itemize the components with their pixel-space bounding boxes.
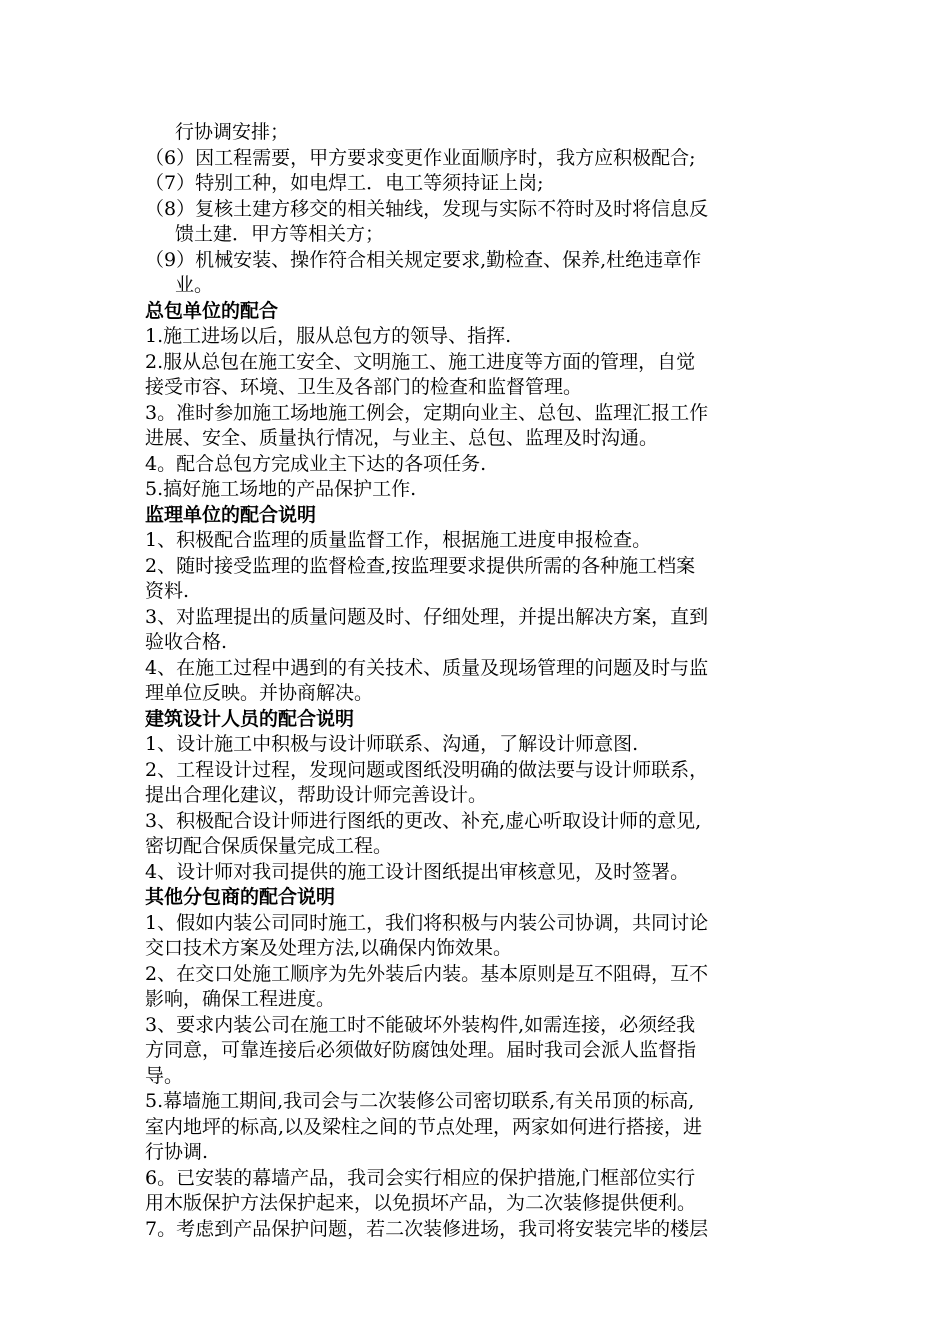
text-line: 3、要求内装公司在施工时不能破坏外装构件,如需连接，必须经我 [145, 1013, 696, 1036]
text-line: 2、工程设计过程，发现问题或图纸没明确的做法要与设计师联系， [145, 758, 709, 781]
text-line: 接受市容、环境、卫生及各部门的检查和监督管理。 [145, 376, 583, 398]
text-line: 室内地坪的标高,以及梁柱之间的节点处理，两家如何进行搭接，进 [145, 1115, 703, 1138]
text-line: 2、在交口处施工顺序为先外装后内装。基本原则是互不阻碍，互不 [145, 962, 709, 985]
paragraph [145, 324, 835, 350]
text-line: 业。 [175, 274, 214, 296]
paragraph [145, 911, 835, 962]
text-line: 5.搞好施工场地的产品保护工作. [145, 478, 417, 500]
text-line: 行协调安排； [175, 121, 290, 143]
text-line: （8）复核土建方移交的相关轴线，发现与实际不符时及时将信息反 [145, 197, 709, 220]
top-list [145, 120, 835, 299]
section-heading: 总包单位的配合 [145, 299, 279, 322]
text-line: 方同意，可靠连接后必须做好防腐蚀处理。届时我司会派人监督指 [145, 1039, 697, 1061]
text-line: 1、设计施工中积极与设计师联系、沟通，了解设计师意图. [145, 733, 639, 755]
text-line: 理单位反映。并协商解决。 [145, 682, 374, 704]
paragraph [145, 962, 835, 1013]
text-line: 4、在施工过程中遇到的有关技术、质量及现场管理的问题及时与监 [145, 656, 709, 679]
text-line: 密切配合保质保量完成工程。 [145, 835, 393, 857]
paragraph [145, 528, 835, 554]
text-line: 进展、安全、质量执行情况，与业主、总包、监理及时沟通。 [145, 427, 659, 449]
paragraph [145, 758, 835, 809]
text-line: 6。已安装的幕墙产品，我司会实行相应的保护措施,门框部位实行 [145, 1166, 696, 1189]
paragraph [145, 1217, 835, 1243]
document-page [145, 120, 835, 1242]
section-heading: 建筑设计人员的配合说明 [145, 707, 355, 730]
paragraph [145, 809, 835, 860]
text-line: 资料. [145, 580, 190, 602]
text-line: 4。配合总包方完成业主下达的各项任务. [145, 452, 487, 475]
text-line: 行协调. [145, 1141, 209, 1163]
paragraph [145, 732, 835, 758]
text-line: 5.幕墙施工期间,我司会与二次装修公司密切联系,有关吊顶的标高, [145, 1090, 695, 1112]
text-line: 2、随时接受监理的监督检查,按监理要求提供所需的各种施工档案 [145, 554, 696, 577]
text-line: 导。 [145, 1064, 184, 1087]
list-item-6 [145, 146, 835, 172]
section-heading: 监理单位的配合说明 [145, 503, 317, 526]
text-line: 馈土建．甲方等相关方； [175, 223, 385, 245]
text-line: 3、积极配合设计师进行图纸的更改、补充,虚心听取设计师的意见, [145, 809, 702, 832]
text-line: 7。考虑到产品保护问题，若二次装修进场，我司将安装完毕的楼层 [145, 1217, 709, 1240]
text-line: 交口技术方案及处理方法,以确保内饰效果。 [145, 937, 513, 959]
paragraph [145, 605, 835, 656]
paragraph [145, 401, 835, 452]
paragraph [145, 1166, 835, 1217]
text-line: （7）特别工种，如电焊工．电工等须持证上岗; [145, 172, 544, 194]
text-line: 1、积极配合监理的质量监督工作，根据施工进度申报检查。 [145, 529, 652, 551]
text-line: 1、假如内装公司同时施工，我们将积极与内装公司协调，共同讨论 [145, 911, 709, 934]
text-line: 用木版保护方法保护起来，以免损坏产品，为二次装修提供便利。 [145, 1192, 697, 1214]
text-line: （9）机械安装、操作符合相关规定要求,勤检查、保养,杜绝违章作 [145, 248, 702, 271]
section-supervision [145, 503, 835, 707]
section-other-subcontractors [145, 885, 835, 1242]
text-line: 1.施工进场以后，服从总包方的领导、指挥. [145, 325, 512, 347]
section-heading: 其他分包商的配合说明 [145, 886, 336, 908]
list-item-continuation [145, 120, 835, 146]
paragraph [145, 1013, 835, 1090]
list-item-8 [145, 197, 835, 248]
section-architect [145, 707, 835, 886]
text-line: 2.服从总包在施工安全、文明施工、施工进度等方面的管理，自觉 [145, 350, 696, 373]
text-line: 提出合理化建议，帮助设计师完善设计。 [145, 784, 488, 806]
paragraph [145, 1089, 835, 1166]
text-line: 4、设计师对我司提供的施工设计图纸提出审核意见，及时签署。 [145, 860, 690, 883]
paragraph [145, 656, 835, 707]
section-general-contractor [145, 299, 835, 503]
paragraph [145, 350, 835, 401]
paragraph [145, 452, 835, 478]
text-line: （6）因工程需要，甲方要求变更作业面顺序时，我方应积极配合; [145, 146, 696, 169]
text-line: 3、对监理提出的质量问题及时、仔细处理，并提出解决方案，直到 [145, 605, 709, 628]
list-item-7 [145, 171, 835, 197]
text-line: 影响，确保工程进度。 [145, 988, 336, 1010]
text-line: 验收合格. [145, 631, 228, 653]
list-item-9 [145, 248, 835, 299]
text-line: 3。准时参加施工场地施工例会，定期向业主、总包、监理汇报工作 [145, 401, 709, 424]
paragraph [145, 860, 835, 886]
paragraph [145, 554, 835, 605]
paragraph [145, 477, 835, 503]
